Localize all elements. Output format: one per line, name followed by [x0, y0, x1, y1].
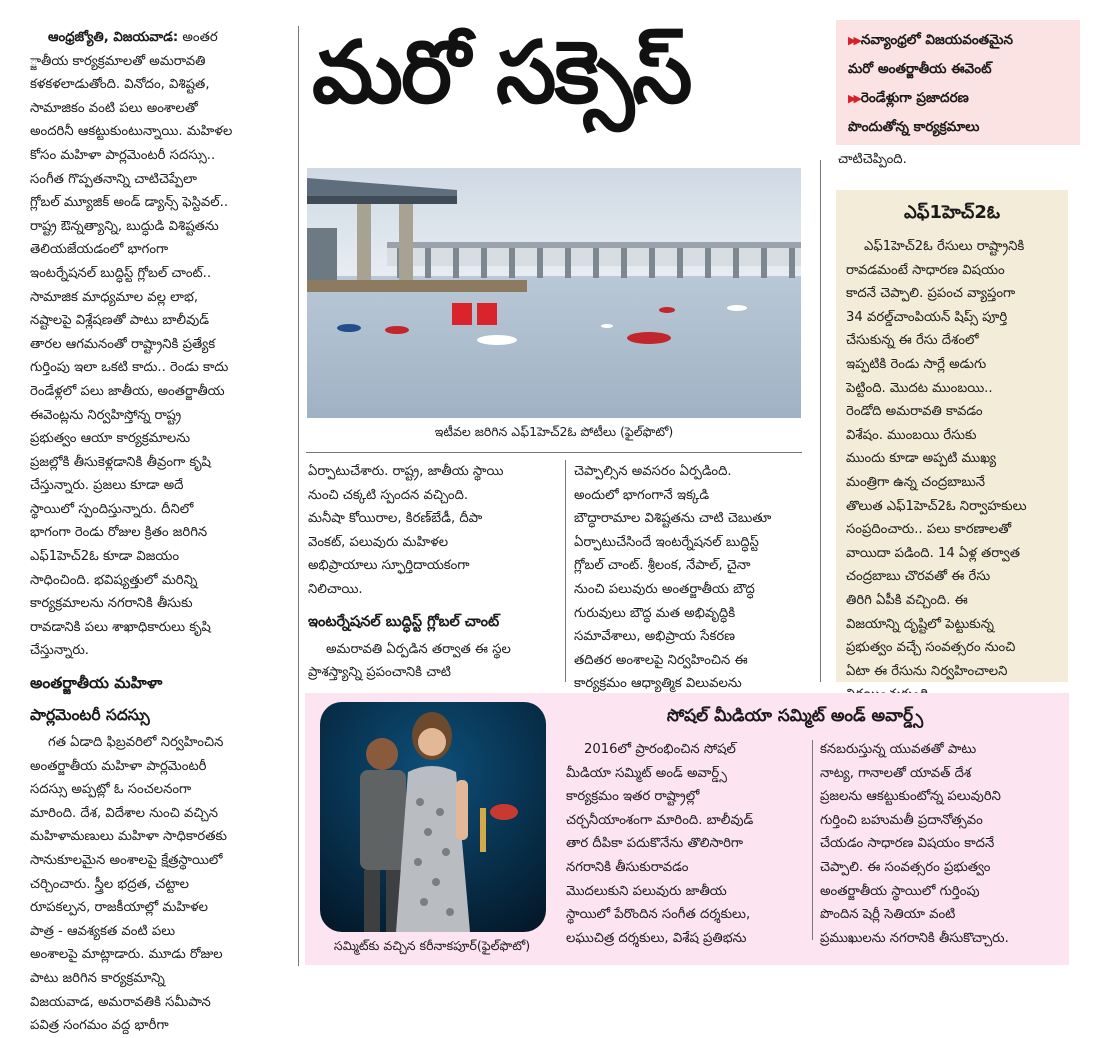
text-line: మీడియా సమ్మిట్‌ అండ్‌ అవార్డ్స్‌	[566, 765, 727, 781]
text-line: ఏటా ఈ రేసును నిర్వహించాలని	[846, 663, 1008, 679]
text-line: చేయడం సాధారణ విషయం కాదనే	[820, 836, 995, 852]
text-line: కోసం మహిళా పార్లమెంటరీ సదస్సు..	[30, 147, 216, 163]
headline: మరో సక్సెస్	[312, 23, 691, 123]
text-line: అంతర్జాతీయ స్థాయిలో గుర్తింపు	[820, 883, 980, 899]
text-line: ప్రాశస్త్యాన్ని ప్రపంచానికి చాటి	[308, 665, 451, 681]
text-line: అందరినీ ఆకట్టుకుంటున్నాయి. మహిళల	[30, 124, 233, 140]
column-2	[308, 460, 556, 685]
text-line: చెప్పాల్సిన అవసరం ఏర్పడింది.	[574, 464, 732, 479]
column-divider	[812, 740, 813, 940]
text-line: తార దీపికా పదుకొనేను తొలిసారిగా	[566, 836, 744, 852]
text-line: సాధించింది. భవిష్యత్తులో మరిన్ని	[30, 572, 198, 588]
boat-photo-caption: ఇటీవల జరిగిన ఎఫ్‌1హెచ్‌2ఓ పోటీలు (ఫైల్‌ఫొటో)	[434, 424, 674, 439]
text-line: గ్లోబల్‌ చాంట్‌. శ్రీలంక, నేపాల్‌, చైనా	[574, 558, 751, 574]
text-line: కాదనే చెప్పాలి. ప్రపంచ వ్యాప్తంగా	[846, 286, 1016, 302]
stage-photo-caption: సమ్మిట్‌కు వచ్చిన కరీనాకపూర్‌(ఫైల్‌ఫొటో)	[333, 938, 531, 953]
column-divider	[820, 160, 821, 682]
text-line: బౌద్ధారామాల విశిష్టతను చాటి చెబుతూ	[574, 511, 772, 527]
text-line: ్జాతీయ కార్యక్రమాలతో అమరావతి	[30, 53, 206, 69]
text-line: ఇప్పటికి రెండు సార్లే అడుగు	[846, 356, 987, 372]
column-3	[574, 460, 812, 696]
text-line: కార్యక్రమాలను నగరానికి తీసుకు	[30, 596, 193, 612]
text-line: చేస్తున్నారు.	[30, 643, 89, 659]
kareena-kapoor-photo	[320, 702, 546, 932]
text-line: సామాజిక మాధ్యమాల వల్ల లాభ,	[30, 289, 199, 305]
text-line: సానుకూలమైన అంశాలపై క్షేత్రస్థాయిలో	[30, 853, 223, 868]
text-line: రావడమంటే సాధారణ విషయం	[846, 262, 1005, 278]
text-line: నుంచి పలువురు అంతర్జాతీయ బౌద్ధ	[574, 581, 755, 597]
text-line: నగరానికి తీసుకురావడం	[566, 859, 689, 875]
text-line: విజయాన్ని దృష్టిలో పెట్టుకున్న	[846, 616, 994, 632]
boat-race-illustration	[307, 168, 801, 418]
text-line: ఎఫ్‌1హెచ్‌2ఓ రేసులు రాష్ట్రానికి	[864, 239, 1025, 254]
text-line: వాయిదా పడింది. 14 ఏళ్ల తర్వాత	[846, 545, 1020, 561]
f1h2o-body	[846, 235, 1058, 707]
col1-first-line: ఆంధ్రజ్యోతి, విజయవాడ: అంతర	[48, 30, 218, 45]
text-line: రూపకల్పన, రాజకీయాల్లో మహిళల	[30, 900, 208, 916]
text-line: రావడానికి పలు శాఖాధికారులు కృషి	[30, 619, 211, 635]
text-line: చర్చించారు. స్త్రీల భద్రత, చట్టాల	[30, 876, 190, 892]
text-line: నాట్య, గానాలతో యావత్‌ దేశ	[820, 765, 972, 781]
text-line: సామాజికం వంటి పలు అంశాలతో	[30, 100, 198, 116]
text-line: అమరావతి ఏర్పడిన తర్వాత ఈ స్థల	[326, 641, 511, 657]
text-line: మారింది. దేశ, విదేశాల నుంచి వచ్చిన	[30, 805, 219, 821]
text-line: భాగంగా రెండు రోజుల క్రితం జరిగిన	[30, 525, 208, 541]
column-divider	[565, 460, 566, 682]
text-line: అభిప్రాయాలు స్ఫూర్తిదాయకంగా	[308, 558, 470, 574]
column-1	[30, 26, 288, 1038]
text-line: మనీషా కోయిరాల, కిరణ్‌బేడీ, దీపా	[308, 511, 483, 527]
stage-illustration	[320, 702, 546, 932]
text-line: చంద్రబాబు చొరవతో ఈ రేసు	[846, 569, 991, 585]
text-line: తెలియజేయడంలో భాగంగా	[30, 242, 169, 258]
text-line: రెండేళ్లలో పలు జాతీయ, అంతర్జాతీయ	[30, 383, 225, 399]
text-line: కనబరుస్తున్న యువతతో పాటు	[820, 742, 977, 757]
column-divider	[298, 26, 299, 966]
text-line: ప్రభుత్వం ఆయా కార్యక్రమాలను	[30, 431, 191, 447]
col3-lines	[574, 460, 812, 696]
social-column-b	[820, 738, 1056, 950]
text-line: కార్యక్రమం ఆధ్యాత్మిక విలువలను	[574, 676, 742, 692]
text-line: చర్చనీయాంశంగా మారింది. బాలీవుడ్‌	[566, 812, 754, 828]
highlight-line-4: పొందుతోన్న కార్యక్రమాలు	[848, 119, 980, 135]
text-line: స్థాయిలో పేరొందిన సంగీత దర్శకులు,	[566, 907, 751, 923]
text-line: నష్టాలపై విశ్లేషణతో పాటు బాలీవుడ్	[30, 313, 210, 329]
text-line: అంతర్జాతీయ మహిళా పార్లమెంటరీ	[30, 758, 207, 774]
text-line: తారల ఆగమనంతో రాష్ట్రానికి ప్రత్యేక	[30, 336, 216, 352]
caption-rule	[306, 452, 802, 453]
col2-lines	[308, 460, 556, 602]
text-line: ప్రముఖులను నగరానికి తీసుకొచ్చారు.	[820, 930, 1009, 946]
text-line: చేస్తున్నారు. ప్రజలు కూడా అదే	[30, 478, 184, 494]
text-line: అంశాలపై మాట్లాడారు. మూడు రోజుల	[30, 947, 223, 963]
f1h2o-title: ఎఫ్‌1హెచ్‌2ఓ	[903, 202, 1001, 223]
text-line: మహిళామణులు మహిళా సాధికారతకు	[30, 829, 227, 845]
text-line: స్థాయిలో స్పందిస్తున్నారు. దీనిలో	[30, 501, 194, 517]
f1h2o-box	[836, 190, 1068, 682]
text-line: పెట్టింది. మొదట ముంబయి..	[846, 380, 993, 396]
subhead-buddhist-chant: ఇంటర్నేషనల్‌ బుద్ధిస్ట్‌ గ్లోబల్‌ చాంట్‌	[308, 613, 500, 630]
col4-top-text: చాటిచెప్పింది.	[838, 152, 907, 167]
text-line: గత ఏడాది ఫిబ్రవరిలో నిర్వహించిన	[48, 735, 224, 751]
text-line: రాష్ట్ర ఔన్నత్యాన్ని, బుద్ధుడి విశిష్టతను	[30, 218, 219, 234]
text-line: సమావేశాలు, అభిప్రాయ సేకరణ	[574, 629, 736, 645]
text-line: పాత్ర - ఆవశ్యకత వంటి పలు	[30, 923, 176, 939]
text-line: తిరిగి ఏపీకి వచ్చింది. ఈ	[846, 592, 968, 608]
text-line: సదస్సు అప్పట్లో ఓ సంచలనంగా	[30, 782, 192, 798]
text-line: ఎఫ్‌1హెచ్‌2ఓ కూడా విజయం	[30, 549, 180, 565]
text-line: విశేషం. ముంబయి రేసుకు	[846, 427, 977, 443]
text-line: మొదలుకుని పలువురు జాతీయ	[566, 883, 727, 899]
text-line: కళకళలాడుతోంది. వినోదం, విశిష్టత,	[30, 77, 210, 93]
text-line: ఏర్పాటుచేసిందే ఇంటర్నేషనల్‌ బుద్ధిస్ట్‌	[574, 534, 759, 550]
text-line: సంప్రదించారు.. పలు కారణాలతో	[846, 522, 1012, 538]
boat-race-photo	[307, 168, 801, 418]
highlight-line-3: ▶▶ రెండేళ్లుగా ప్రజాదరణ	[848, 90, 969, 106]
text-line: పవిత్ర సంగమం వద్ద భారీగా	[30, 1018, 169, 1034]
social-media-title: సోషల్‌ మీడియా సమ్మిట్‌ అండ్‌ అవార్డ్స్‌	[666, 706, 924, 726]
text-line: నుంచి చక్కటి స్పందన వచ్చింది.	[308, 487, 469, 503]
dateline: ఆంధ్రజ్యోతి, విజయవాడ:	[48, 30, 179, 45]
text-line: గుర్తించి బహుమతీ ప్రదానోత్సవం	[820, 812, 983, 828]
text-line: రెండోది అమరావతి కావడం	[846, 404, 983, 420]
text-line: ఏర్పాటుచేశారు. రాష్ట్ర, జాతీయ స్థాయి	[308, 464, 504, 479]
text-line: లఘుచిత్ర దర్శకులు, విశేష ప్రతిభను	[566, 930, 747, 946]
subhead-womens-parliament: అంతర్జాతీయ మహిళా పార్లమెంటరీ సదస్సు	[30, 674, 163, 725]
text-line: ముందు కూడా అప్పటి ముఖ్య	[846, 451, 997, 467]
text-line: 34 వరల్డ్‌చాంపియన్‌ షిప్స్‌ పూర్తి	[846, 309, 1008, 325]
text-line: అందులో భాగంగానే ఇక్కడి	[574, 487, 710, 503]
highlights-box	[836, 20, 1080, 145]
text-line: వెంకట్‌, పలువురు మహిళల	[308, 534, 449, 550]
text-line: విజయవాడ, అమరావతికి సమీపాన	[30, 994, 211, 1010]
text-line: మంత్రిగా ఉన్న చంద్రబాబునే	[846, 474, 986, 490]
text-line: పాటు జరిగిన కార్యక్రమాన్ని	[30, 970, 165, 986]
text-line: ఇంటర్నేషనల్ బుద్ధిస్ట్ గ్లోబల్ చాంట్..	[30, 265, 212, 281]
text-line: తొలుత ఎఫ్‌1హెచ్‌2ఓ నిర్వాహకులు	[846, 498, 1027, 514]
social-column-a	[566, 738, 804, 950]
text-line: ఈవెంట్లను నిర్వహిస్తోన్న రాష్ట్ర	[30, 407, 182, 423]
double-arrow-icon: ▶▶	[848, 34, 859, 47]
social-col-a-lines	[566, 738, 804, 950]
col2-lines-2	[308, 638, 556, 685]
text-line: సంగీత గొప్పతనాన్ని చాటిచెప్పేలా	[30, 171, 197, 187]
text-line: కార్యక్రమం ఇతర రాష్ట్రాల్లో	[566, 789, 700, 805]
highlight-line-2: మరో అంతర్జాతీయ ఈవెంట్	[848, 61, 992, 77]
double-arrow-icon: ▶▶	[848, 92, 859, 105]
text-line: 2016లో ప్రారంభించిన సోషల్‌	[584, 742, 736, 757]
text-line: గురువులు బౌద్ధ మత అభివృద్ధికి	[574, 605, 736, 621]
text-line: చెప్పాలి. ఈ సంవత్సరం ప్రభుత్వం	[820, 859, 991, 875]
text-line: నిలిచాయి.	[308, 581, 363, 597]
text-line: గ్లోబల్ మ్యూజిక్ అండ్ డ్యాన్స్ ఫెస్టివల్..	[30, 195, 229, 211]
text-line: పొందిన షెర్లీ సెతియా వంటి	[820, 907, 956, 923]
social-col-b-lines	[820, 738, 1056, 950]
col1-lines	[30, 50, 288, 663]
highlight-line-1: ▶▶ నవ్యాంధ్రలో విజయవంతమైన	[848, 32, 1013, 48]
text-line: ప్రజలను ఆకట్టుకుంటోన్న పలువురిని	[820, 789, 1001, 805]
text-line: గుర్తింపు ఇలా ఒకటి కాదు.. రెండు కాదు	[30, 360, 229, 376]
text-line: తదితర అంశాలపై నిర్వహించిన ఈ	[574, 652, 748, 668]
text-line: ప్రభుత్వం వచ్చే సంవత్సరం నుంచి	[846, 640, 1016, 656]
text-line: ప్రజల్లోకి తీసుకెళ్లడానికి తీవ్రంగా కృషి	[30, 454, 211, 470]
text-line: చేసుకున్న ఈ రేసు దేశంలో	[846, 333, 979, 349]
